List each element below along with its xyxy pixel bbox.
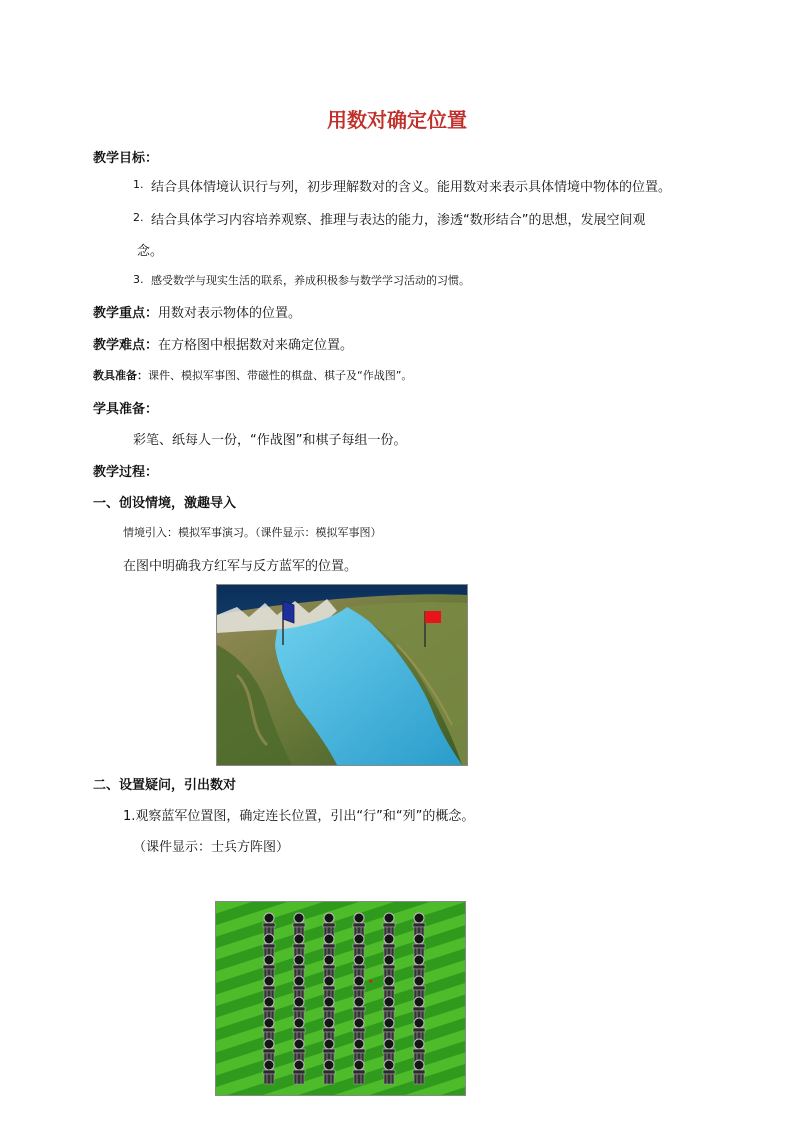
page-title: 用数对确定位置 [327, 108, 467, 132]
soldier-icon [383, 1039, 395, 1063]
objective-3-text: 感受数学与现实生活的联系，养成积极参与数学学习活动的习惯。 [151, 274, 470, 287]
section1-heading: 一、创设情境，激趣导入 [93, 496, 237, 511]
soldier-icon [413, 997, 425, 1021]
soldier-icon [383, 955, 395, 979]
student-aids-label: 学具准备： [93, 402, 159, 417]
soldier-icon [353, 955, 365, 979]
key-point-label: 教学重点： [93, 306, 159, 321]
soldier-icon [353, 1018, 365, 1042]
section1-line1: 情境引入：模拟军事演习。（课件显示：模拟军事图） [123, 526, 382, 539]
difficulty-label: 教学难点： [93, 338, 159, 353]
military-map-svg [217, 585, 467, 765]
soldier-formation-svg [216, 902, 465, 1095]
soldier-icon [293, 976, 305, 1000]
soldier-icon [353, 1039, 365, 1063]
objective-2-text: 结合具体学习内容培养观察、推理与表达的能力，渗透“数形结合”的思想，发展空间观 [151, 213, 646, 228]
soldier-icon [323, 1018, 335, 1042]
soldier-icon [383, 997, 395, 1021]
soldier-icon [353, 976, 365, 1000]
objective-1-num: 1. [133, 178, 144, 191]
soldier-icon [323, 1039, 335, 1063]
soldier-icon [413, 913, 425, 937]
soldier-icon [383, 913, 395, 937]
military-map-image [216, 584, 468, 766]
soldier-icon [263, 1060, 275, 1084]
section2-heading: 二、设置疑问，引出数对 [93, 778, 237, 793]
soldier-icon [263, 955, 275, 979]
soldier-icon [413, 1018, 425, 1042]
teaching-aids-text: 课件、模拟军事图、带磁性的棋盘、棋子及“作战图”。 [148, 369, 413, 382]
soldier-icon [383, 976, 395, 1000]
soldier-icon [413, 1060, 425, 1084]
soldier-icon [293, 934, 305, 958]
objectives-heading: 教学目标： [93, 151, 159, 166]
soldier-icon [323, 955, 335, 979]
difficulty-line [93, 334, 353, 353]
soldier-icon [323, 976, 335, 1000]
objective-2-num: 2. [133, 211, 144, 224]
soldier-icon [323, 913, 335, 937]
teaching-aids-line [93, 367, 412, 383]
soldier-icon [323, 934, 335, 958]
soldier-icon [413, 1039, 425, 1063]
soldier-icon [263, 1018, 275, 1042]
soldier-formation-image [215, 901, 466, 1096]
soldier-icon [383, 1018, 395, 1042]
soldier-icon [383, 934, 395, 958]
section2-line1: 1.观察蓝军位置图，确定连长位置，引出“行”和“列”的概念。 [123, 809, 475, 824]
soldier-icon [413, 955, 425, 979]
soldier-icon [353, 997, 365, 1021]
soldier-icon [383, 1060, 395, 1084]
soldier-icon [293, 1018, 305, 1042]
soldier-icon [413, 934, 425, 958]
teaching-aids-label: 教具准备： [93, 369, 148, 382]
soldier-icon [323, 997, 335, 1021]
difficulty-text: 在方格图中根据数对来确定位置。 [158, 338, 354, 353]
soldier-icon [263, 1039, 275, 1063]
student-aids-text: 彩笔、纸每人一份，“作战图”和棋子每组一份。 [133, 433, 407, 448]
soldier-icon [263, 913, 275, 937]
soldier-icon [263, 976, 275, 1000]
soldier-icon [353, 913, 365, 937]
key-point-line [93, 302, 301, 321]
soldier-icon [293, 913, 305, 937]
soldier-icon [293, 1039, 305, 1063]
section1-line2: 在图中明确我方红军与反方蓝军的位置。 [123, 559, 358, 574]
soldier-icon [353, 934, 365, 958]
soldier-icon [323, 1060, 335, 1084]
soldier-icon [293, 955, 305, 979]
red-marker-icon: ★ [368, 978, 374, 985]
soldier-icon [293, 997, 305, 1021]
section2-line2: （课件显示：士兵方阵图） [133, 840, 290, 855]
process-heading: 教学过程： [93, 465, 159, 480]
soldier-icon [413, 976, 425, 1000]
soldier-icon [353, 1060, 365, 1084]
objective-3-num: 3. [133, 273, 144, 286]
objective-1-text: 结合具体情境认识行与列，初步理解数对的含义。能用数对来表示具体情境中物体的位置。 [151, 180, 672, 195]
soldier-icon [263, 934, 275, 958]
key-point-text: 用数对表示物体的位置。 [158, 306, 302, 321]
objective-2-text-cont: 念。 [137, 244, 164, 259]
soldier-icon [263, 997, 275, 1021]
soldier-icon [293, 1060, 305, 1084]
